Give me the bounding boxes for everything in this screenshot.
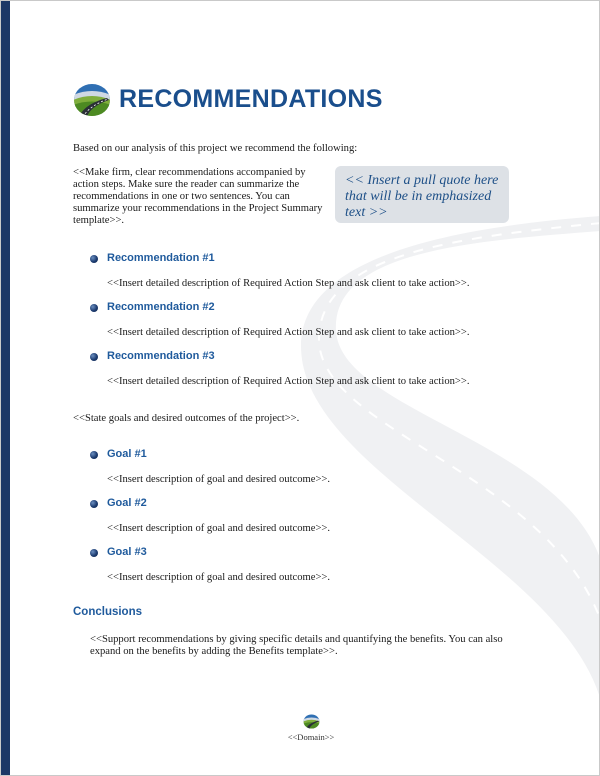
goal-description: <<Insert description of goal and desired outcome>>. [107, 474, 331, 485]
goal-heading: Goal #1 [107, 448, 147, 460]
recommendation-bullet-icon [90, 353, 98, 361]
goal-heading: Goal #3 [107, 546, 147, 558]
instructions-text: <<Make firm, clear recommendations accompanied by action steps. Make sure the reader can summarize the recommendations in one or two sentences. You can summarize your recommendations in the Project Summary template>>. [73, 167, 323, 226]
conclusions-heading: Conclusions [73, 606, 143, 618]
recommendation-description: <<Insert detailed description of Required Action Step and ask client to take action>>. [107, 376, 470, 387]
goal-description: <<Insert description of goal and desired outcome>>. [107, 572, 331, 583]
goal-bullet-icon [90, 451, 98, 459]
recommendation-heading: Recommendation #3 [107, 350, 215, 362]
goals-intro-text: <<State goals and desired outcomes of the project>>. [73, 413, 300, 424]
footer-domain: <<Domain>> [287, 732, 335, 742]
recommendation-description: <<Insert detailed description of Required Action Step and ask client to take action>>. [107, 278, 470, 289]
goal-bullet-icon [90, 500, 98, 508]
pull-quote-box: << Insert a pull quote here that will be in emphasized text >> [335, 166, 509, 223]
road-landscape-logo-icon [73, 83, 111, 117]
goal-bullet-icon [90, 549, 98, 557]
intro-text: Based on our analysis of this project we recommend the following: [73, 143, 358, 154]
road-watermark-graphic [1, 1, 600, 776]
recommendation-bullet-icon [90, 255, 98, 263]
footer-logo-icon [303, 714, 320, 729]
recommendation-heading: Recommendation #2 [107, 301, 215, 313]
recommendation-heading: Recommendation #1 [107, 252, 215, 264]
recommendation-bullet-icon [90, 304, 98, 312]
conclusions-text: <<Support recommendations by giving specific details and quantifying the benefits. You can also expand on the benefits by adding the Benefits template>>. [90, 634, 503, 657]
recommendation-description: <<Insert detailed description of Required Action Step and ask client to take action>>. [107, 327, 470, 338]
goal-description: <<Insert description of goal and desired outcome>>. [107, 523, 331, 534]
page-title: RECOMMENDATIONS [119, 85, 383, 113]
goal-heading: Goal #2 [107, 497, 147, 509]
